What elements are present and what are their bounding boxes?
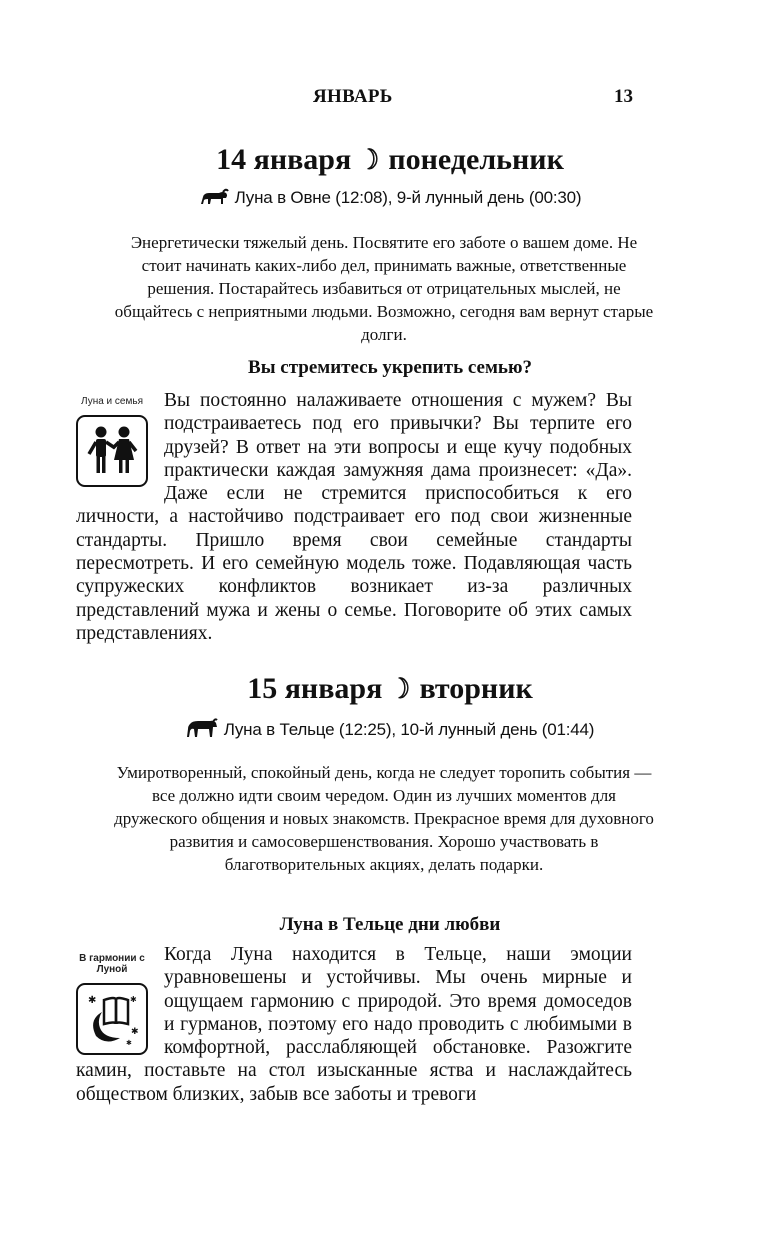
weekday-label: понедельник xyxy=(388,143,564,176)
svg-text:✱: ✱ xyxy=(131,1027,139,1037)
moon-info-line xyxy=(60,188,720,211)
article-body xyxy=(76,389,632,645)
taurus-bull-icon xyxy=(186,718,218,743)
date-heading xyxy=(60,143,720,177)
section-subheading: Луна в Тельце дни любви xyxy=(279,914,501,935)
svg-text:✱: ✱ xyxy=(88,995,97,1006)
sidebox-label: В гармонии с Луной xyxy=(79,953,145,975)
moon-info-text: Луна в Овне (12:08), 9-й лунный день (00:30) xyxy=(234,188,582,207)
sidebox-spacer xyxy=(76,943,164,1059)
article-body xyxy=(76,943,632,1106)
article-text: Вы постоянно налаживаете отношения с мужем? Вы подстраиваетесь под его привычки? Вы терпите его друзей? В ответ на эти вопросы и еще кучу подобных практически каждая замужняя дама произнесет: «Да». Даже если не стремится приспособиться к его личности, а настойчиво подстраивает его под свои жизненные стандарты. Пришло время свои семейные стандарты пересмотреть. И его семейную модель тоже. Подавляющая часть супружеских конфликтов возникает из-за различных представлений мужа и жены о семье. Поговорите об этих самых представлениях. xyxy=(76,390,632,644)
moon-phase-icon: ☽ xyxy=(360,145,380,176)
article-text: Когда Луна находится в Тельце, наши эмоции уравновешены и устойчивы. Мы очень мирные и ощущаем гармонию с природой. Это время домоседов и гурманов, поэтому его надо проводить с любимыми в комфортной, расслабляющей обстановке. Разожгите камин, поставьте на стол изысканные яства и наслаждайтесь обществом близких, забыв все заботы и тревоги xyxy=(76,944,632,1105)
page-number: 13 xyxy=(614,86,633,107)
section-subheading: Вы стремитесь укрепить семью? xyxy=(248,357,532,378)
page-header xyxy=(313,86,633,112)
svg-text:✱: ✱ xyxy=(130,995,137,1004)
svg-text:✱: ✱ xyxy=(126,1039,132,1047)
running-head-month: ЯНВАРЬ xyxy=(313,86,393,107)
moon-info-text: Луна в Тельце (12:25), 10-й лунный день (01:44) xyxy=(223,720,595,739)
date-label: 15 января xyxy=(247,672,383,705)
day-summary: Энергетически тяжелый день. Посвятите его заботе о вашем доме. Не стоит начинать каких-либо дел, принимать важные, ответственные решения. Постарайтесь избавиться от отрицательных мыслей, не общайтесь с неприятными людьми. Возможно, сегодня вам вернут старые долги. xyxy=(114,233,654,344)
sidebox-spacer xyxy=(76,389,164,501)
day-summary: Умиротворенный, спокойный день, когда не следует торопить события — все должно идти своим чередом. Один из лучших моментов для дружеского общения и новых знакомств. Прекрасное время для духовного развития и самосовершенствования. Хорошо участвовать в благотворительных акциях, делать подарки. xyxy=(114,763,654,874)
sidebox-label: Луна и семья xyxy=(81,396,143,407)
weekday-label: вторник xyxy=(419,672,533,705)
moon-info-line xyxy=(60,718,720,743)
aries-ram-icon xyxy=(199,188,229,211)
moon-phase-icon: ☽ xyxy=(391,674,411,705)
date-heading xyxy=(60,672,720,706)
date-label: 14 января xyxy=(216,143,352,176)
